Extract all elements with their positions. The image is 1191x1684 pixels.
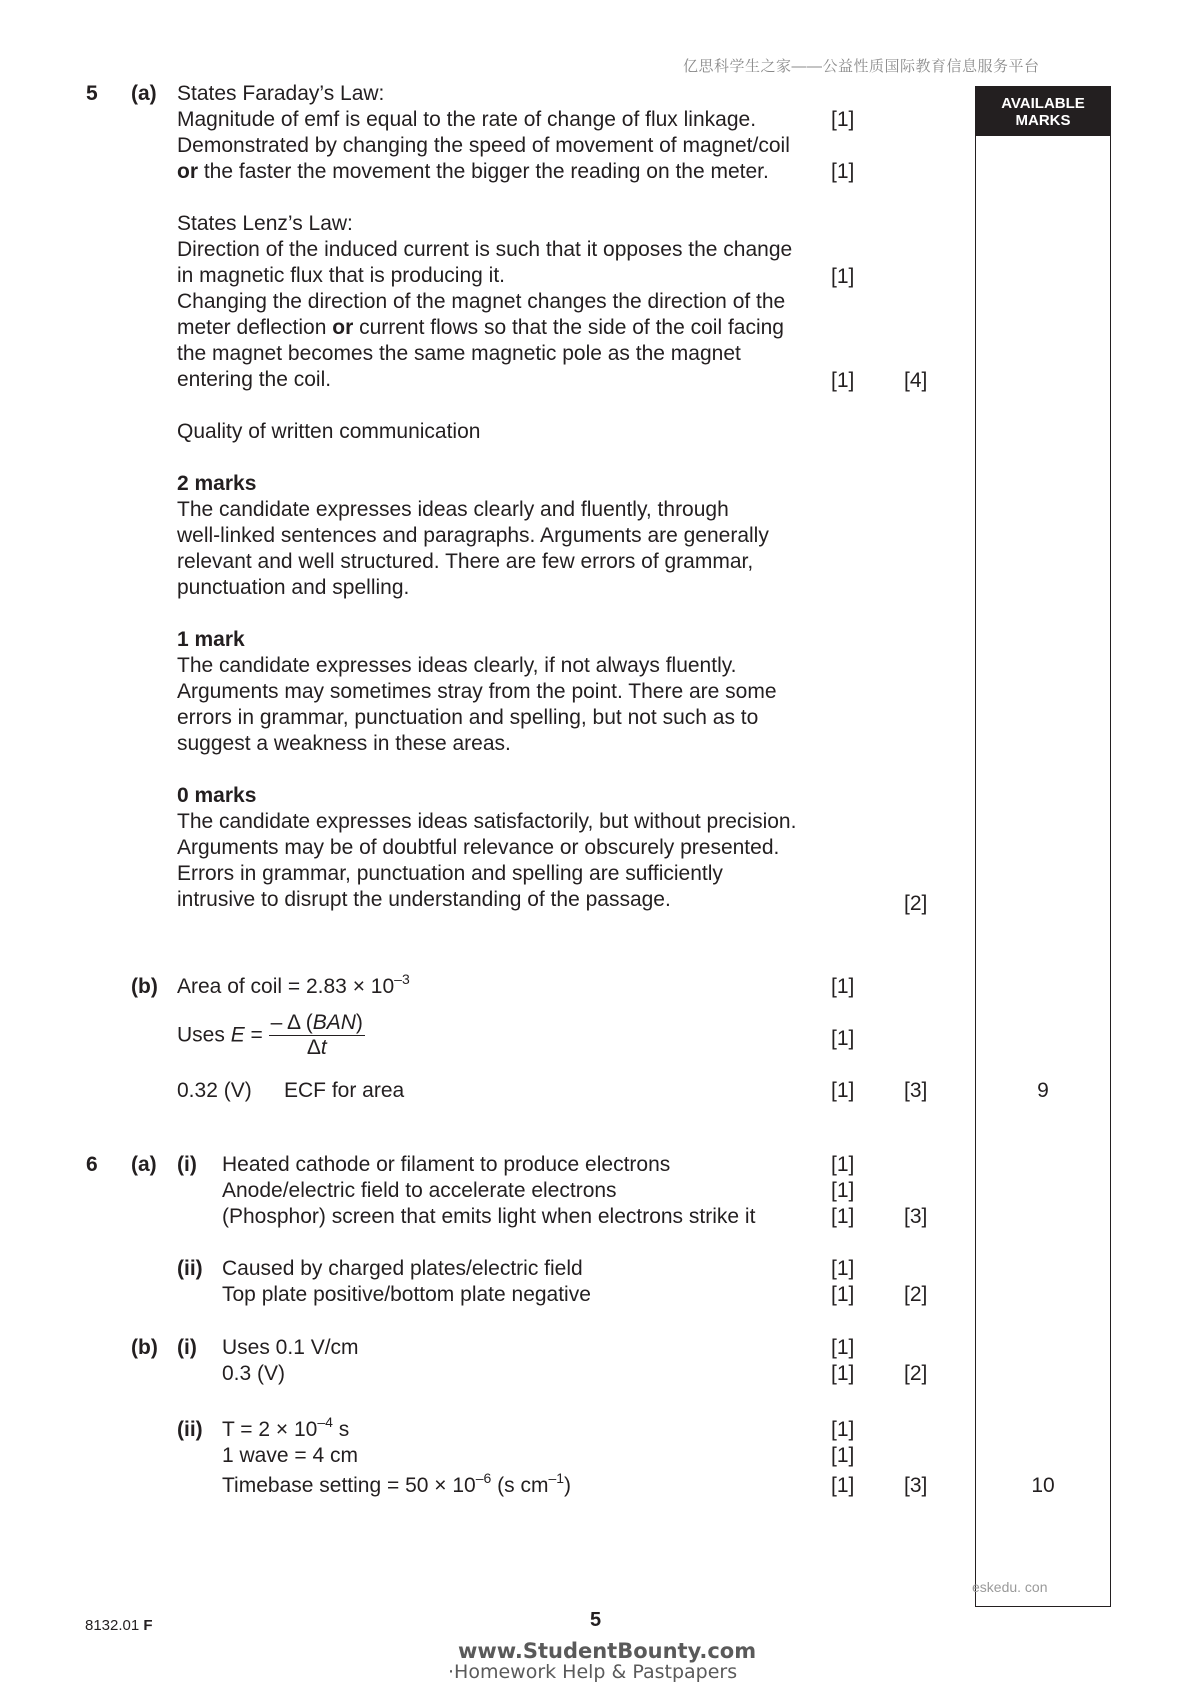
criteria-line: The candidate expresses ideas clearly and fluently, through [177,498,729,521]
lenz-line: in magnetic flux that is producing it. [177,264,506,287]
criteria-line: The candidate expresses ideas clearly, if not always fluently. [177,654,737,677]
q5-number: 5 [86,82,98,105]
subtotal-mark: [2] [904,892,928,915]
variable-E: E [230,1023,245,1047]
criteria-line: relevant and well structured. There are few errors of grammar, [177,550,754,573]
site-watermark[interactable]: www.StudentBounty.com [458,1639,757,1663]
criteria-line: Arguments may be of doubtful relevance or obscurely presented. [177,836,780,859]
numerator-suffix: ) [355,1011,363,1034]
header-watermark: 亿思科学生之家——公益性质国际教育信息服务平台 [683,58,1040,75]
subtotal-mark: [3] [904,1079,928,1102]
lenz-line-b: current flows so that the side of the coil facing [353,316,784,339]
timebase-line [222,1470,572,1498]
period-unit: s [332,1418,350,1441]
available-marks-heading [976,87,1110,136]
mark: [1] [831,975,855,998]
q5-total: 9 [1037,1079,1049,1102]
faraday-line: Demonstrated by changing the speed of movement of magnet/coil [177,134,790,157]
criteria-line: suggest a weakness in these areas. [177,732,511,755]
mark: [1] [831,1205,855,1228]
timebase-unit-exponent: –1 [548,1470,565,1486]
q6bi-answers [222,1335,359,1387]
q6ai-answers [222,1152,755,1230]
faraday-line: Magnitude of emf is equal to the rate of change of flux linkage. [177,108,757,131]
timebase-exponent: –6 [475,1470,492,1486]
lenz-line: Changing the direction of the magnet changes the direction of the [177,290,786,313]
mark: [1] [831,369,855,392]
criteria-line: Arguments may sometimes stray from the point. There are some [177,680,777,703]
page-number: 5 [590,1609,602,1631]
subtotal-mark: [2] [904,1362,928,1385]
or-word: or [332,316,354,339]
q6a-label: (a) [131,1153,157,1176]
q6aii-label: (ii) [177,1257,203,1280]
q5a-label: (a) [131,82,157,105]
mark: [1] [831,1418,855,1441]
criteria-line: intrusive to disrupt the understanding of the passage. [177,888,671,911]
answer-line: 0.3 (V) [222,1362,286,1385]
numerator-variable: BAN [312,1011,356,1034]
criteria-line: The candidate expresses ideas satisfactorily, but without precision. [177,810,797,833]
heading-line-2: MARKS [1015,112,1071,129]
answer-line: (Phosphor) screen that emits light when electrons strike it [222,1205,756,1228]
period-line [222,1414,350,1442]
q5a-answer-text [177,81,796,913]
answer-line: Top plate positive/bottom plate negative [222,1283,591,1306]
zero-marks-heading: 0 marks [177,784,257,807]
timebase-unit: (s cm [491,1474,549,1497]
q6bi-label: (i) [177,1336,197,1359]
q6b-label: (b) [131,1336,158,1359]
faraday-line-rest: the faster the movement the bigger the reading on the meter. [198,160,769,183]
mark: [1] [831,1079,855,1102]
mark: [1] [831,1444,855,1467]
equals-sign: = [244,1023,263,1047]
q6-number: 6 [86,1153,98,1176]
q6-total: 10 [1031,1474,1055,1497]
lenz-line [177,315,796,341]
wave-line: 1 wave = 4 cm [222,1444,358,1467]
area-line [177,971,410,999]
criteria-line: Errors in grammar, punctuation and spelling are sufficiently [177,862,723,885]
numerator-prefix: – Δ ( [270,1011,313,1034]
mark: [1] [831,160,855,183]
heading-line-1: AVAILABLE [1001,95,1085,112]
subtotal-mark: [4] [904,369,928,392]
answer-line: Heated cathode or filament to produce electrons [222,1153,671,1176]
denominator-delta: Δ [306,1036,321,1059]
mark: [1] [831,1362,855,1385]
answer-line: Anode/electric field to accelerate electrons [222,1179,617,1202]
mark: [1] [831,265,855,288]
lenz-line: entering the coil. [177,368,332,391]
period-text: T = 2 × 10 [222,1418,318,1441]
faraday-heading: States Faraday’s Law: [177,82,385,105]
q6aii-answers [222,1256,591,1308]
lenz-line-a: meter deflection [177,316,333,339]
qwc-heading: Quality of written communication [177,420,481,443]
mark: [1] [831,1336,855,1359]
paper-code-number: 8132.01 [85,1617,140,1634]
fraction [269,1011,365,1060]
criteria-line: punctuation and spelling. [177,576,410,599]
site-tagline: ·Homework Help & Pastpapers [448,1661,738,1683]
q5b-answer: 0.32 (V) [177,1079,252,1102]
subtotal-mark: [3] [904,1474,928,1497]
denominator-variable: t [320,1036,327,1059]
subtotal-mark: [2] [904,1283,928,1306]
area-exponent: –3 [394,971,410,987]
two-marks-heading: 2 marks [177,472,257,495]
q5b-ecf-note: ECF for area [284,1079,405,1102]
q6bii-label: (ii) [177,1418,203,1441]
answer-line: Uses 0.1 V/cm [222,1336,359,1359]
q6ai-label: (i) [177,1153,197,1176]
lenz-line: Direction of the induced current is such that it opposes the change [177,238,793,261]
period-exponent: –4 [317,1414,333,1430]
mark: [1] [831,1283,855,1306]
lenz-heading: States Lenz’s Law: [177,212,353,235]
mark: [1] [831,1153,855,1176]
available-marks-column [975,86,1111,1607]
paper-code-suffix: F [143,1617,153,1634]
subtotal-mark: [3] [904,1205,928,1228]
mark: [1] [831,1474,855,1497]
lenz-line: the magnet becomes the same magnetic pole as the magnet [177,342,741,365]
fraction-numerator [269,1011,365,1036]
area-text: Area of coil = 2.83 × 10 [177,975,395,998]
faraday-line [177,159,796,185]
paper-code [85,1617,153,1634]
mark: [1] [831,1179,855,1202]
mark: [1] [831,108,855,131]
timebase-close: ) [564,1474,572,1497]
uses-prefix: Uses [177,1023,231,1047]
q5b-label: (b) [131,975,158,998]
one-mark-heading: 1 mark [177,628,245,651]
timebase-text: Timebase setting = 50 × 10 [222,1474,476,1497]
fraction-denominator [269,1036,365,1060]
mark: [1] [831,1257,855,1280]
bottom-watermark: eskedu. con [972,1579,1048,1595]
criteria-line: errors in grammar, punctuation and spelling, but not such as to [177,706,759,729]
or-word: or [177,160,198,183]
criteria-line: well-linked sentences and paragraphs. Arguments are generally [177,524,769,547]
formula-line [177,1011,365,1060]
mark: [1] [831,1027,855,1050]
answer-line: Caused by charged plates/electric field [222,1257,583,1280]
